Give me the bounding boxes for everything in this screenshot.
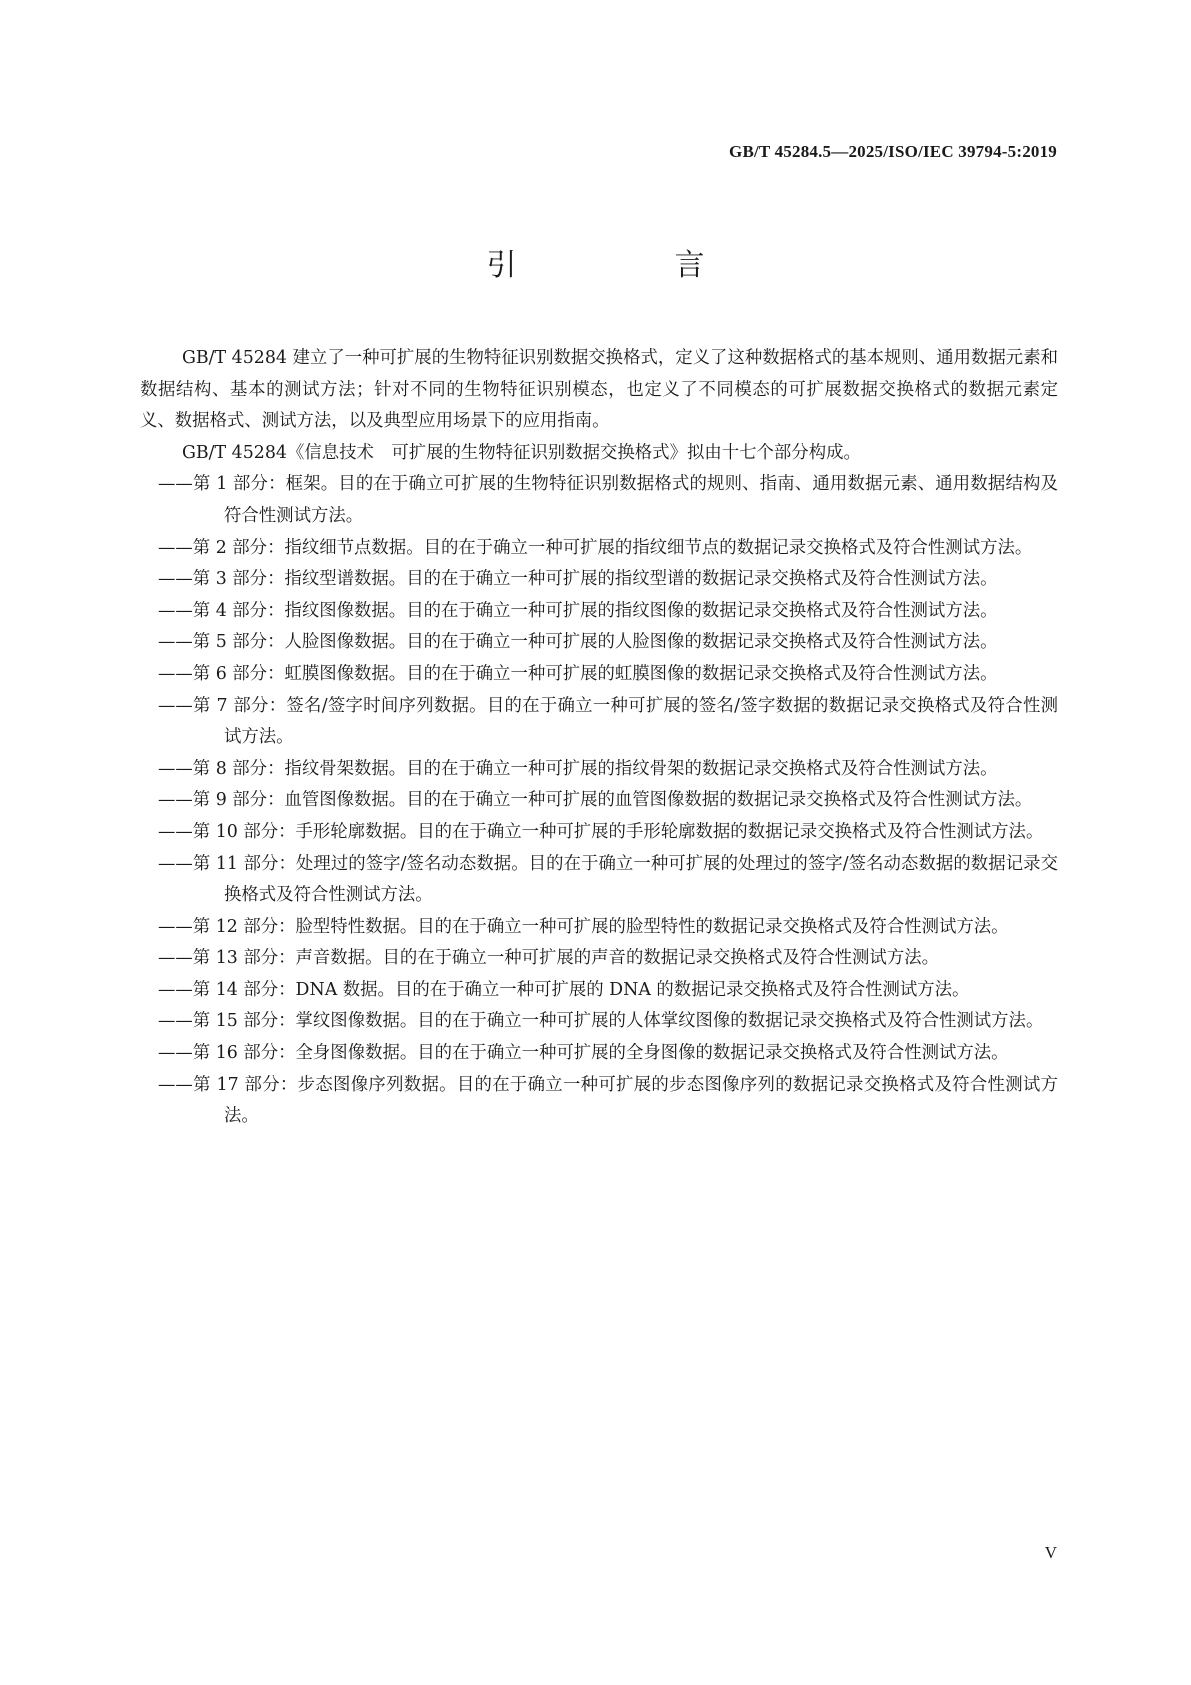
list-item: ——第 1 部分：框架。目的在于确立可扩展的生物特征识别数据格式的规则、指南、通用数据元素、通用数据结构及符合性测试方法。 bbox=[158, 474, 1058, 526]
intro-paragraph: GB/T 45284 建立了一种可扩展的生物特征识别数据交换格式，定义了这种数据格式的基本规则、通用数据元素和数据结构、基本的测试方法；针对不同的生物特征识别模态，也定义了不同模态的可扩展数据交换格式的数据元素定义、数据格式、测试方法，以及典型应用场景下的应用指南。 bbox=[140, 348, 1058, 432]
list-item: ——第 17 部分：步态图像序列数据。目的在于确立一种可扩展的步态图像序列的数据记录交换格式及符合性测试方法。 bbox=[158, 1074, 1058, 1127]
standard-number: GB/T 45284.5—2025/ISO/IEC 39794-5:2019 bbox=[729, 142, 1057, 161]
list-item: ——第 7 部分：签名/签字时间序列数据。目的在于确立一种可扩展的签名/签字数据的数据记录交换格式及符合性测试方法。 bbox=[158, 695, 1058, 748]
list-item: ——第 6 部分：虹膜图像数据。目的在于确立一种可扩展的虹膜图像的数据记录交换格式及符合性测试方法。 bbox=[158, 663, 998, 684]
list-item: ——第 9 部分：血管图像数据。目的在于确立一种可扩展的血管图像数据的数据记录交换格式及符合性测试方法。 bbox=[158, 790, 1033, 811]
list-item: ——第 16 部分：全身图像数据。目的在于确立一种可扩展的全身图像的数据记录交换格式及符合性测试方法。 bbox=[158, 1043, 1009, 1064]
page-title: 引 言 bbox=[486, 248, 769, 283]
list-item: ——第 2 部分：指纹细节点数据。目的在于确立一种可扩展的指纹细节点的数据记录交换格式及符合性测试方法。 bbox=[158, 537, 1033, 558]
list-item: ——第 13 部分：声音数据。目的在于确立一种可扩展的声音的数据记录交换格式及符合性测试方法。 bbox=[158, 948, 939, 969]
list-item: ——第 11 部分：处理过的签字/签名动态数据。目的在于确立一种可扩展的处理过的签字/签名动态数据的数据记录交换格式及符合性测试方法。 bbox=[158, 853, 1058, 906]
list-item: ——第 3 部分：指纹型谱数据。目的在于确立一种可扩展的指纹型谱的数据记录交换格式及符合性测试方法。 bbox=[158, 569, 998, 590]
intro-paragraph: GB/T 45284《信息技术 可扩展的生物特征识别数据交换格式》拟由十七个部分构成。 bbox=[182, 442, 861, 463]
page-number: V bbox=[1044, 1543, 1057, 1562]
list-item: ——第 12 部分：脸型特性数据。目的在于确立一种可扩展的脸型特性的数据记录交换格式及符合性测试方法。 bbox=[158, 916, 1009, 937]
list-item: ——第 10 部分：手形轮廓数据。目的在于确立一种可扩展的手形轮廓数据的数据记录交换格式及符合性测试方法。 bbox=[158, 821, 1044, 842]
parts-list bbox=[140, 469, 1058, 1132]
list-item: ——第 15 部分：掌纹图像数据。目的在于确立一种可扩展的人体掌纹图像的数据记录交换格式及符合性测试方法。 bbox=[158, 1011, 1044, 1032]
body-text bbox=[140, 343, 1058, 1133]
list-item: ——第 14 部分：DNA 数据。目的在于确立一种可扩展的 DNA 的数据记录交换格式及符合性测试方法。 bbox=[158, 979, 970, 1000]
list-item: ——第 5 部分：人脸图像数据。目的在于确立一种可扩展的人脸图像的数据记录交换格式及符合性测试方法。 bbox=[158, 632, 998, 653]
list-item: ——第 4 部分：指纹图像数据。目的在于确立一种可扩展的指纹图像的数据记录交换格式及符合性测试方法。 bbox=[158, 600, 998, 621]
list-item: ——第 8 部分：指纹骨架数据。目的在于确立一种可扩展的指纹骨架的数据记录交换格式及符合性测试方法。 bbox=[158, 758, 998, 779]
